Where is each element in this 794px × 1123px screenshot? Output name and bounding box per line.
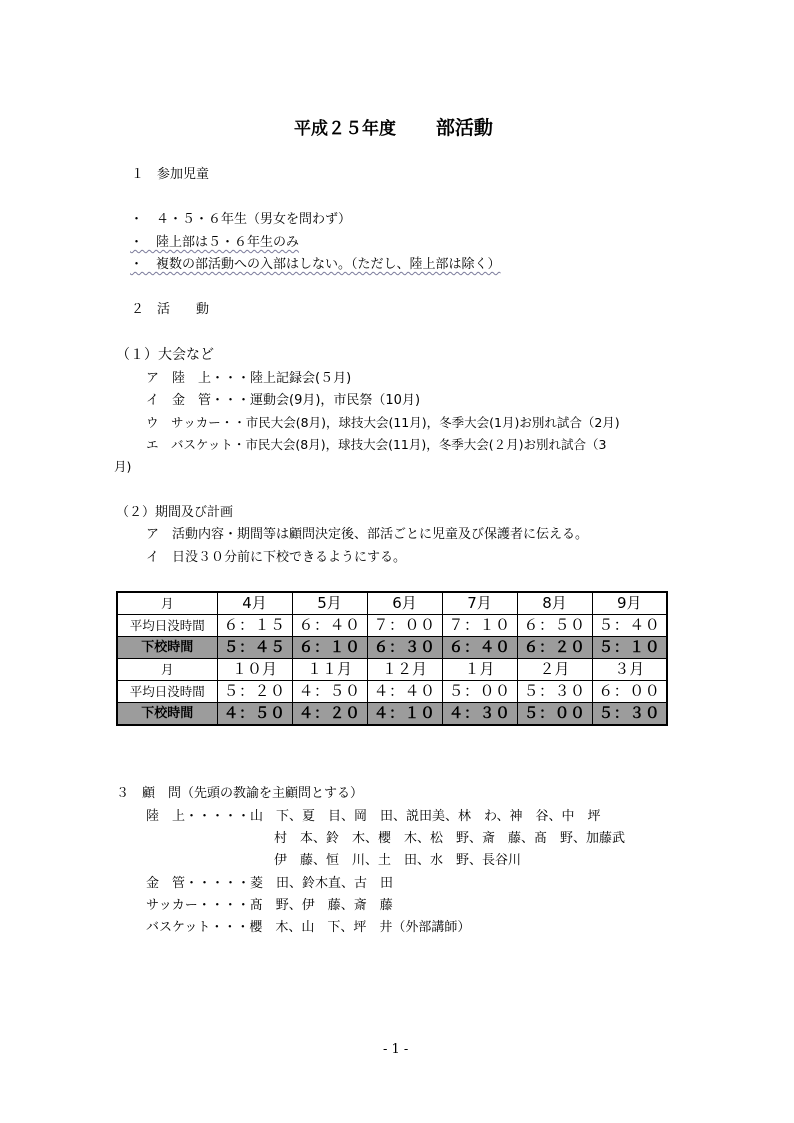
table-cell: ５：３０ xyxy=(517,681,592,703)
table-cell: ５：００ xyxy=(442,681,517,703)
tournament-item-d: エ バスケット・市民大会(8月)，球技大会(11月)，冬季大会(２月)お別れ試合（3 xyxy=(146,437,607,452)
subsection2-heading: （２）期間及び計画 xyxy=(116,505,234,520)
table-cell: ６：２０ xyxy=(517,637,592,659)
section1-bullet-2 xyxy=(130,236,299,249)
table-cell: ４：５０ xyxy=(292,681,367,703)
table-cell: 7月 xyxy=(442,592,517,615)
tournament-item-b: イ 金 管・・・運動会(9月)，市民祭（10月) xyxy=(146,393,421,408)
table-cell: 平均日没時間 xyxy=(117,615,217,637)
table-cell: ６：３０ xyxy=(367,637,442,659)
table-cell: ４：５０ xyxy=(217,703,292,726)
table-row-sunset-2 xyxy=(117,681,667,703)
advisor-line-track-3: 伊 藤、恒 川、土 田、水 野、長谷川 xyxy=(274,853,522,868)
table-cell: 6月 xyxy=(367,592,442,615)
section1-bullet-3 xyxy=(130,258,501,271)
table-cell: １１月 xyxy=(292,659,367,681)
plan-item-b: イ 日没３０分前に下校できるようにする。 xyxy=(146,550,407,565)
table-cell: 9月 xyxy=(592,592,667,615)
table-cell: ６：１５ xyxy=(217,615,292,637)
table-row-dismissal-2 xyxy=(117,703,667,726)
table-cell: ４：３０ xyxy=(442,703,517,726)
section1-bullet-3-text: ・ 複数の部活動への入部はしない。（ただし、陸上部は除く） xyxy=(130,257,501,272)
table-row-dismissal-1 xyxy=(117,637,667,659)
table-cell: ３月 xyxy=(592,659,667,681)
advisor-line-basketball: バスケット・・・櫻 木、山 下、坪 井（外部講師） xyxy=(146,920,471,935)
table-cell: ６：５０ xyxy=(517,615,592,637)
tournament-item-c: ウ サッカー・・市民大会(8月)，球技大会(11月)，冬季大会(1月)お別れ試合（2月) xyxy=(146,415,620,430)
table-row-months-2 xyxy=(117,659,667,681)
section1-bullet-2-text: ・ 陸上部は５・６年生のみ xyxy=(130,235,300,250)
table-cell: ５：３０ xyxy=(592,703,667,726)
tournament-item-d-cont: 月) xyxy=(114,459,132,474)
table-cell: １０月 xyxy=(217,659,292,681)
table-cell: 4月 xyxy=(217,592,292,615)
table-cell: 8月 xyxy=(517,592,592,615)
table-cell: ６：１０ xyxy=(292,637,367,659)
table-cell: １２月 xyxy=(367,659,442,681)
table-cell: ６：４０ xyxy=(292,615,367,637)
table-row-sunset-1 xyxy=(117,615,667,637)
page-title xyxy=(294,119,493,138)
table-cell: ４：１０ xyxy=(367,703,442,726)
advisor-line-soccer: サッカー・・・・髙 野、伊 藤、斎 藤 xyxy=(146,898,393,913)
title-subject: 部活動 xyxy=(435,117,493,139)
title-year: 平成２５年度 xyxy=(294,119,396,139)
table-cell: ５：１０ xyxy=(592,637,667,659)
plan-item-a: ア 活動内容・期間等は顧問決定後、部活ごとに児童及び保護者に伝える。 xyxy=(146,527,589,542)
table-cell: ７：００ xyxy=(367,615,442,637)
table-cell: ２月 xyxy=(517,659,592,681)
table-cell: ４：４０ xyxy=(367,681,442,703)
advisor-line-track-2: 村 本、鈴 木、櫻 木、松 野、斎 藤、髙 野、加藤武 xyxy=(274,831,626,846)
table-cell: 下校時間 xyxy=(117,703,217,726)
advisor-line-track: 陸 上・・・・・山 下、夏 目、岡 田、説田美、林 わ、神 谷、中 坪 xyxy=(146,809,601,824)
subsection1-heading: （１）大会など xyxy=(116,347,214,363)
table-cell: ６：００ xyxy=(592,681,667,703)
table-cell: 5月 xyxy=(292,592,367,615)
advisor-line-brass: 金 管・・・・・菱 田、鈴木直、古 田 xyxy=(146,876,394,891)
table-cell: ５：００ xyxy=(517,703,592,726)
table-cell: 下校時間 xyxy=(117,637,217,659)
table-cell: １月 xyxy=(442,659,517,681)
section2-heading: ２ 活 動 xyxy=(131,302,210,317)
table-cell: ７：１０ xyxy=(442,615,517,637)
page-number: - 1 - xyxy=(383,1042,409,1057)
table-cell: 月 xyxy=(117,592,217,615)
section1-bullet-1: ・ ４・５・６年生（男女を問わず） xyxy=(130,212,352,227)
table-cell: ６：４０ xyxy=(442,637,517,659)
table-cell: 平均日没時間 xyxy=(117,681,217,703)
table-cell: ５：４５ xyxy=(217,637,292,659)
table-cell: ５：４０ xyxy=(592,615,667,637)
table-cell: ４：２０ xyxy=(292,703,367,726)
section1-heading: １ 参加児童 xyxy=(131,167,210,182)
dismissal-schedule-table xyxy=(116,591,668,726)
table-cell: 月 xyxy=(117,659,217,681)
tournament-item-a: ア 陸 上・・・陸上記録会(５月) xyxy=(146,371,352,386)
table-cell: ５：２０ xyxy=(217,681,292,703)
section3-heading: ３ 顧 問（先頭の教諭を主顧問とする） xyxy=(116,786,364,801)
table-row-months-1 xyxy=(117,592,667,615)
